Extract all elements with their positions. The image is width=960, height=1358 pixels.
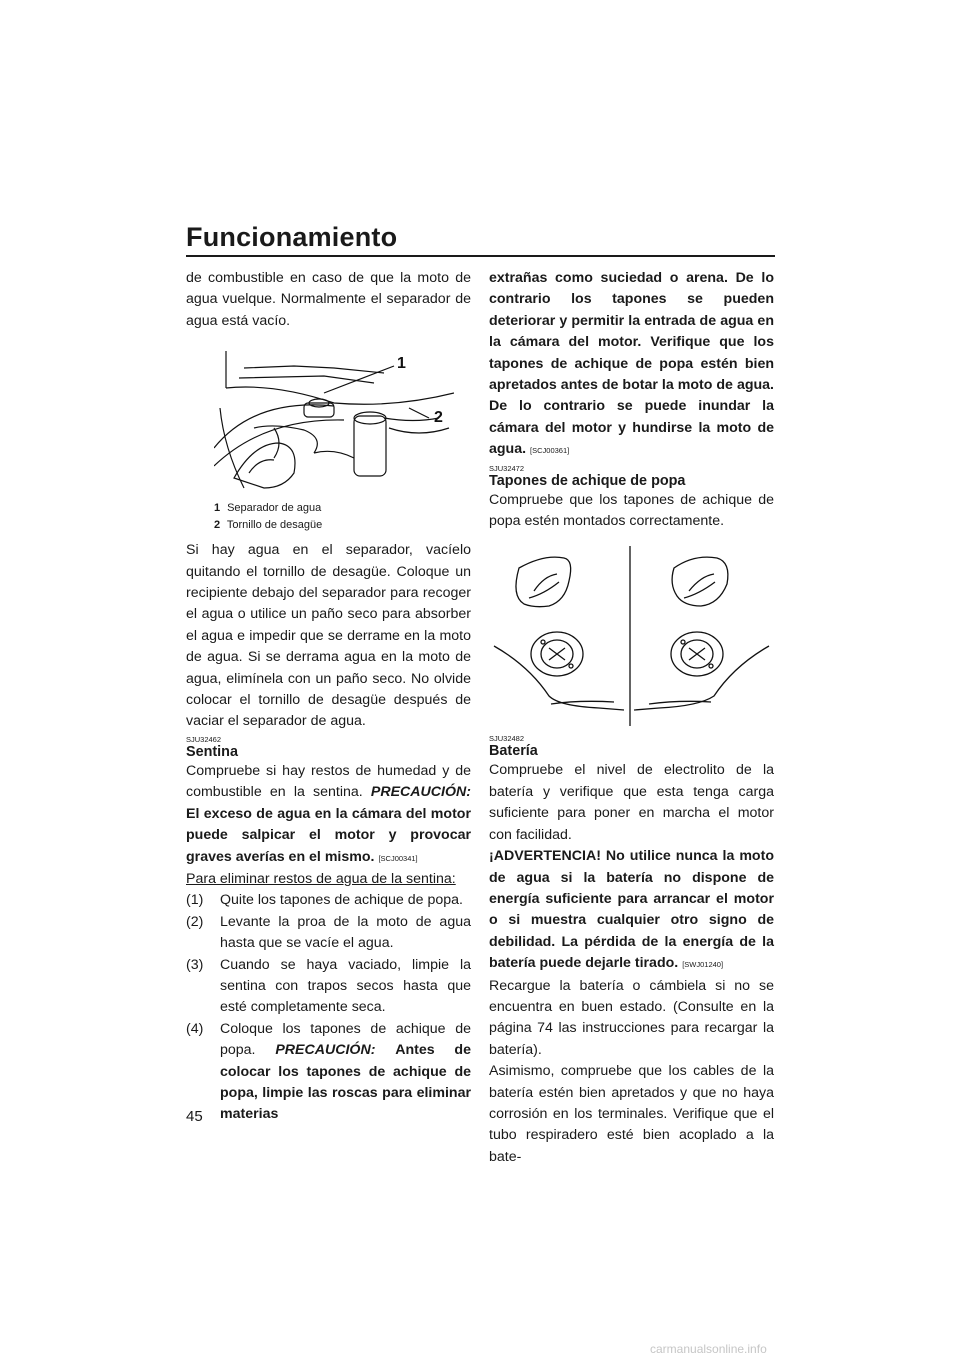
intro-paragraph: de combustible en caso de que la moto de agua vuelque. Normalmente el separador de agua está vacío. <box>186 270 471 329</box>
section-code-bateria: SJU32482 <box>489 734 525 744</box>
callout-2: 2 <box>434 409 443 427</box>
caution-label: PRECAUCIÓN: <box>370 784 471 801</box>
list-item: (2) Levante la proa de la moto de agua hasta que se vacíe el agua. <box>186 913 471 952</box>
tapones-paragraph: Compruebe que los tapones de achique de popa estén montados correctamente. <box>489 491 774 530</box>
section-title-bateria: Batería <box>489 743 538 760</box>
list-item: (1) Quite los tapones de achique de popa. <box>186 892 463 909</box>
caption-2: 2 Tornillo de desagüe <box>214 519 323 532</box>
remove-water-heading: Para eliminar restos de agua de la sentina: <box>186 870 456 887</box>
right-column <box>489 268 774 1168</box>
section-title-sentina: Sentina <box>186 743 238 760</box>
bateria-recharge-paragraph: Recargue la batería o cámbiela si no se encuentra en buen estado. (Consulte en la página 74 las instrucciones para recargar la batería). <box>489 977 774 1058</box>
steps-list <box>186 890 471 1125</box>
caption-1: 1 Separador de agua <box>214 502 322 515</box>
left-column <box>186 268 471 1126</box>
water-separator-figure <box>214 348 454 498</box>
caution-continued: extrañas como suciedad o arena. De lo contrario los tapones se pueden deteriorar y permitir la entrada de agua en la cámara del motor. Verifique que los tapones de achique de popa estén bien apretados antes de botar la moto de agua. De lo contrario se puede inundar la cámara del motor y hundirse la moto de agua. [SCJ00361] <box>489 270 774 458</box>
list-item: (4) Coloque los tapones de achique de popa. PRECAUCIÓN: Antes de colocar los tapones de achique de popa, limpie las roscas para eliminar materias <box>186 1020 471 1123</box>
section-title-tapones: Tapones de achique de popa <box>489 472 686 489</box>
bateria-paragraph: Compruebe el nivel de electrolito de la batería y verifique que esta tenga carga suficiente para poner en marcha el motor con facilidad. <box>489 762 774 843</box>
section-code-tapones: SJU32472 <box>489 463 525 473</box>
page-title: Funcionamiento <box>186 222 398 252</box>
section-code-sentina: SJU32462 <box>186 734 222 744</box>
callout-1: 1 <box>397 355 406 373</box>
list-item: (3) Cuando se haya vaciado, limpie la sentina con trapos secos hasta que esté completamente seca. <box>186 956 471 1016</box>
drain-plugs-figure <box>489 546 774 726</box>
figure-captions <box>214 500 471 534</box>
bateria-cables-paragraph: Asimismo, compruebe que los cables de la batería estén bien apretados y que no haya corrosión en los terminales. Verifique que el tubo respiradero esté bien acoplado a la bate- <box>489 1063 774 1165</box>
bateria-warning: ¡ADVERTENCIA! No utilice nunca la moto de agua si la batería no dispone de energía suficiente para arrancar el motor o si muestra cualquier otro signo de debilidad. La pérdida de la energía de la batería puede dejarle tirado. [SWJ01240] <box>489 848 774 972</box>
sentina-paragraph: Compruebe si hay restos de humedad y de combustible en la sentina. PRECAUCIÓN: El exceso de agua en la cámara del motor puede salpicar el motor y provocar graves averías en el mismo. [SCJ00341] <box>186 762 471 865</box>
title-rule <box>186 255 775 257</box>
watermark: carmanualsonline.info <box>650 1342 767 1356</box>
page-number: 45 <box>186 1108 203 1125</box>
separator-paragraph: Si hay agua en el separador, vacíelo quitando el tornillo de desagüe. Coloque un recipiente debajo del separador para recoger el agua o utilice un paño seco para absorber el agua e impedir que se derrame en la moto de agua. Si se derrama agua en la moto de agua, elimínela con un paño seco. No olvide colocar el tornillo de desagüe después de vaciar el separador de agua. <box>186 542 471 730</box>
